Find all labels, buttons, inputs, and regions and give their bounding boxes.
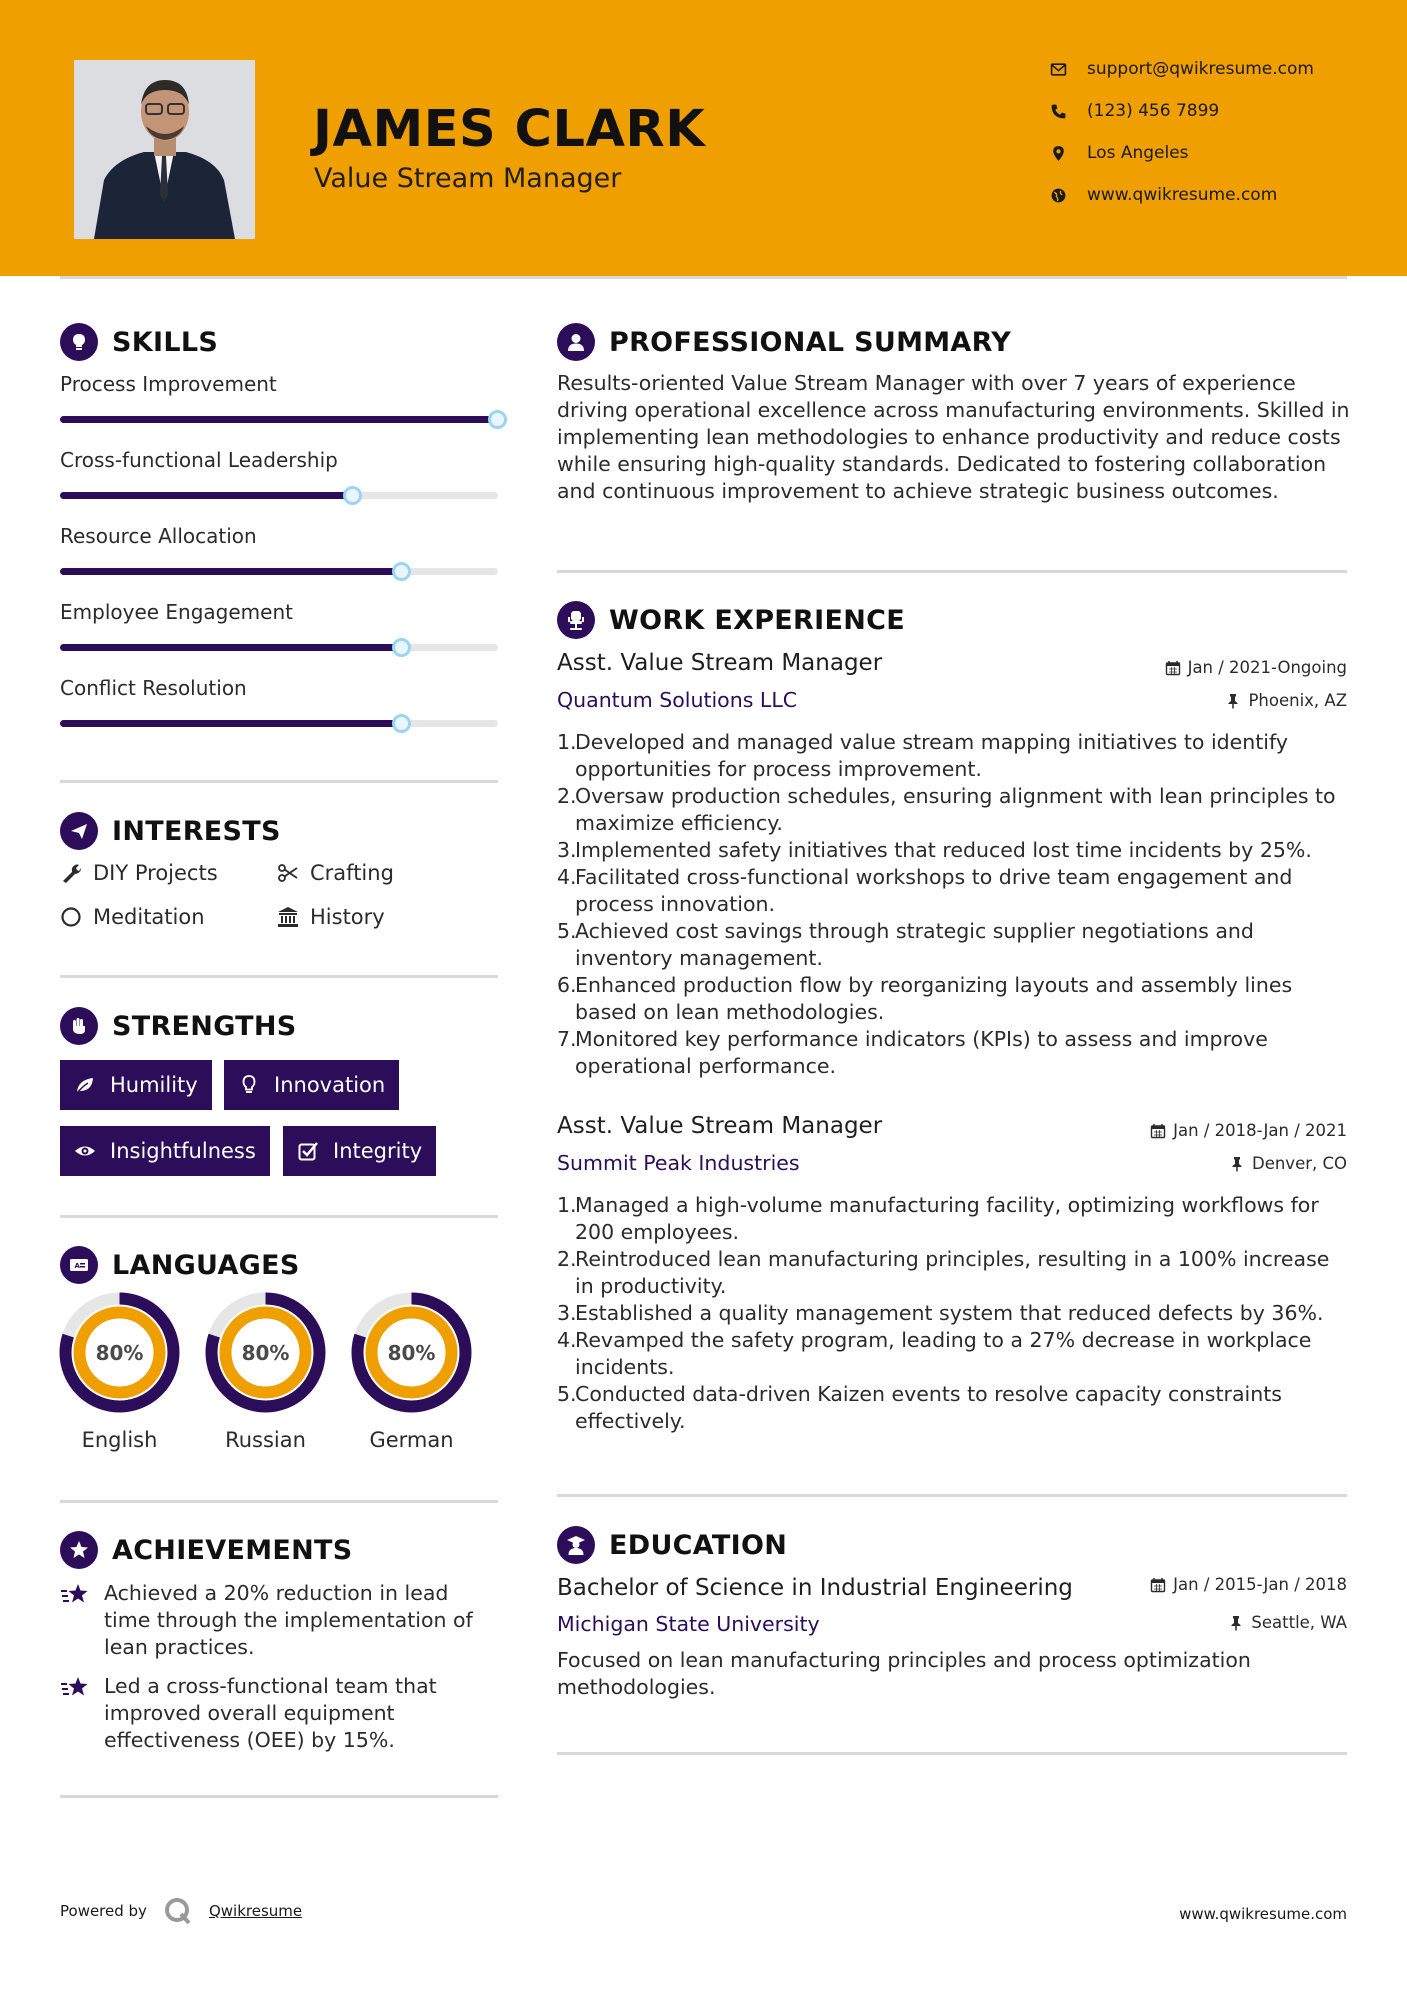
skill-bar-fill	[60, 644, 402, 651]
wrench-icon	[60, 862, 82, 884]
education-degree: Bachelor of Science in Industrial Engineering	[557, 1575, 1073, 1601]
bullet-number: 4.	[557, 1328, 577, 1352]
skill-bar-fill	[60, 416, 498, 423]
interests-heading: INTERESTS	[60, 811, 281, 851]
bullet-number: 1.	[557, 1193, 577, 1217]
languages-heading: A LANGUAGES	[60, 1245, 300, 1285]
language-name: English	[81, 1428, 158, 1452]
skill-bar	[60, 492, 498, 499]
contact-phone[interactable]: (123) 456 7899	[1050, 96, 1390, 126]
job-bullet	[557, 1300, 1347, 1327]
job-company: Quantum Solutions LLC	[557, 688, 798, 712]
bullet-number: 2.	[557, 784, 577, 808]
job-bullet	[557, 729, 1347, 783]
contact-location: Los Angeles	[1050, 138, 1390, 168]
experience-divider	[557, 1494, 1347, 1497]
interest-history: History	[277, 902, 385, 932]
skill-bar-knob	[392, 638, 411, 657]
language-ring	[59, 1292, 180, 1413]
language-percent: 80%	[241, 1340, 290, 1365]
bullet-text: Implemented safety initiatives that reduced lost time incidents by 25%.	[575, 838, 1312, 862]
experience-heading: WORK EXPERIENCE	[557, 600, 905, 640]
bullet-text: Developed and managed value stream mapping initiatives to identify opportunities for process improvement.	[575, 730, 1288, 781]
strength-innovation: Innovation	[224, 1060, 399, 1110]
bullet-text: Monitored key performance indicators (KPIs) to assess and improve operational performance.	[575, 1027, 1268, 1078]
bullet-text: Reintroduced lean manufacturing principles, resulting in a 100% increase in productivity.	[575, 1247, 1330, 1298]
job-bullet	[557, 837, 1347, 864]
language-name: Russian	[225, 1428, 306, 1452]
candidate-name: JAMES CLARK	[313, 100, 706, 159]
calendar-icon	[1150, 1123, 1166, 1139]
languages-divider	[60, 1500, 498, 1503]
calendar-icon	[1165, 660, 1181, 676]
contact-email[interactable]: support@qwikresume.com	[1050, 54, 1390, 84]
svg-text:A: A	[74, 1262, 80, 1270]
job-company: Summit Peak Industries	[557, 1151, 800, 1175]
map-pin-icon	[1050, 145, 1067, 162]
achievements-divider	[60, 1795, 498, 1798]
job-bullets	[557, 1192, 1347, 1435]
skills-divider	[60, 780, 498, 783]
shooting-star-icon	[60, 1675, 90, 1701]
bank-icon	[277, 906, 299, 928]
job-bullet	[557, 972, 1347, 1026]
strengths-heading: STRENGTHS	[60, 1006, 297, 1046]
language-icon	[68, 1254, 90, 1276]
graduate-icon	[565, 1534, 587, 1556]
achievements-heading: ACHIEVEMENTS	[60, 1530, 353, 1570]
interest-crafting: Crafting	[277, 858, 394, 888]
bullet-text: Established a quality management system that reduced defects by 36%.	[575, 1301, 1324, 1325]
education-description: Focused on lean manufacturing principles and process optimization methodologies.	[557, 1648, 1251, 1699]
leaf-icon	[74, 1074, 96, 1096]
user-icon	[565, 331, 587, 353]
bullet-number: 2.	[557, 1247, 577, 1271]
skill-bar	[60, 416, 498, 423]
summary-text: Results-oriented Value Stream Manager with over 7 years of experience driving operational excellence across manufacturing environments. Skilled in implementing lean methodologies to enhance productivity and reduce costs while ensuring high-quality standards. Dedicated to fostering collaboration and continuous improvement to achieve strategic business outcomes.	[557, 371, 1350, 503]
lightbulb-icon	[68, 331, 90, 353]
job-bullet	[557, 1246, 1347, 1300]
summary-heading: PROFESSIONAL SUMMARY	[557, 322, 1011, 362]
education-dates: Jan / 2015-Jan / 2018	[1150, 1575, 1347, 1594]
circle-icon	[60, 906, 82, 928]
education-divider	[557, 1752, 1347, 1755]
skill-bar-knob	[343, 486, 362, 505]
globe-icon	[1050, 187, 1067, 204]
contact-website[interactable]: www.qwikresume.com	[1050, 180, 1390, 210]
skill-bar-fill	[60, 720, 402, 727]
footer-website-link[interactable]: www.qwikresume.com	[1179, 1905, 1347, 1923]
language-ring	[205, 1292, 326, 1413]
pushpin-icon	[1225, 693, 1241, 709]
skill-label: Conflict Resolution	[60, 676, 247, 700]
skill-label: Cross-functional Leadership	[60, 448, 338, 472]
bullet-number: 5.	[557, 919, 577, 943]
job-title: Asst. Value Stream Manager	[557, 650, 883, 676]
bullet-text: Enhanced production flow by reorganizing layouts and assembly lines based on lean methodologies.	[575, 973, 1293, 1024]
check-square-icon	[297, 1140, 319, 1162]
eye-icon	[74, 1140, 96, 1162]
job-bullet	[557, 864, 1347, 918]
profile-photo	[74, 60, 255, 239]
strengths-divider	[60, 1215, 498, 1218]
envelope-icon	[1050, 61, 1067, 78]
achievement-item: Led a cross-functional team that improved overall equipment effectiveness (OEE) by 15%.	[60, 1673, 500, 1754]
bullet-text: Revamped the safety program, leading to a 27% decrease in workplace incidents.	[575, 1328, 1312, 1379]
job-dates: Jan / 2018-Jan / 2021	[1150, 1121, 1347, 1140]
shooting-star-icon	[60, 1582, 90, 1608]
fist-icon	[68, 1015, 90, 1037]
header-divider	[60, 276, 1347, 279]
skill-bar-knob	[392, 714, 411, 733]
achievement-item: Achieved a 20% reduction in lead time through the implementation of lean practices.	[60, 1580, 500, 1661]
skill-label: Resource Allocation	[60, 524, 257, 548]
office-chair-icon	[565, 609, 587, 631]
skill-label: Employee Engagement	[60, 600, 293, 624]
job-bullet	[557, 1327, 1347, 1381]
skill-label: Process Improvement	[60, 372, 277, 396]
skill-bar-knob	[488, 410, 507, 429]
summary-divider	[557, 570, 1347, 573]
job-bullet	[557, 1026, 1347, 1080]
skills-heading: SKILLS	[60, 322, 218, 362]
bullet-number: 1.	[557, 730, 577, 754]
language-percent: 80%	[95, 1340, 144, 1365]
scissors-icon	[277, 862, 299, 884]
language-name: German	[369, 1428, 454, 1452]
job-bullet	[557, 1381, 1347, 1435]
bullet-text: Achieved cost savings through strategic supplier negotiations and inventory management.	[575, 919, 1254, 970]
bullet-text: Managed a high-volume manufacturing facility, optimizing workflows for 200 employees.	[575, 1193, 1319, 1244]
job-location: Phoenix, AZ	[1225, 691, 1347, 710]
job-bullet	[557, 1192, 1347, 1246]
lightbulb-icon	[238, 1074, 260, 1096]
education-school: Michigan State University	[557, 1612, 820, 1636]
qwikresume-link[interactable]: Qwikresume	[208, 1902, 303, 1920]
bullet-text: Facilitated cross-functional workshops to drive team engagement and process innovation.	[575, 865, 1293, 916]
skill-bar-knob	[392, 562, 411, 581]
pushpin-icon	[1229, 1156, 1245, 1172]
candidate-role: Value Stream Manager	[314, 163, 622, 194]
paper-plane-icon	[68, 820, 90, 842]
interest-diy-projects: DIY Projects	[60, 858, 218, 888]
pushpin-icon	[1228, 1615, 1244, 1631]
bullet-number: 7.	[557, 1027, 577, 1051]
bullet-number: 5.	[557, 1382, 577, 1406]
language-ring	[351, 1292, 472, 1413]
skill-bar-fill	[60, 568, 402, 575]
job-dates: Jan / 2021-Ongoing	[1165, 658, 1347, 677]
bullet-number: 3.	[557, 1301, 577, 1325]
strength-insightfulness: Insightfulness	[60, 1126, 270, 1176]
bullet-number: 6.	[557, 973, 577, 997]
bullet-text: Conducted data-driven Kaizen events to resolve capacity constraints effectively.	[575, 1382, 1282, 1433]
education-heading: EDUCATION	[557, 1525, 787, 1565]
footer-powered-by: Powered by Qwikresume	[60, 1896, 302, 1926]
skill-bar	[60, 720, 498, 727]
interests-divider	[60, 975, 498, 978]
job-bullet	[557, 918, 1347, 972]
bullet-text: Oversaw production schedules, ensuring alignment with lean principles to maximize efficiency.	[575, 784, 1336, 835]
language-percent: 80%	[387, 1340, 436, 1365]
skill-bar-fill	[60, 492, 353, 499]
education-location: Seattle, WA	[1228, 1613, 1347, 1632]
strength-integrity: Integrity	[283, 1126, 436, 1176]
job-location: Denver, CO	[1229, 1154, 1347, 1173]
skill-bar	[60, 644, 498, 651]
strength-humility: Humility	[60, 1060, 212, 1110]
qwikresume-logo-icon	[163, 1896, 193, 1926]
job-bullets	[557, 729, 1347, 1080]
star-icon	[68, 1539, 90, 1561]
phone-icon	[1050, 103, 1067, 120]
job-title: Asst. Value Stream Manager	[557, 1113, 883, 1139]
bullet-number: 4.	[557, 865, 577, 889]
bullet-number: 3.	[557, 838, 577, 862]
resume-header	[0, 0, 1407, 276]
calendar-icon	[1150, 1577, 1166, 1593]
skill-bar	[60, 568, 498, 575]
interest-meditation: Meditation	[60, 902, 205, 932]
job-bullet	[557, 783, 1347, 837]
